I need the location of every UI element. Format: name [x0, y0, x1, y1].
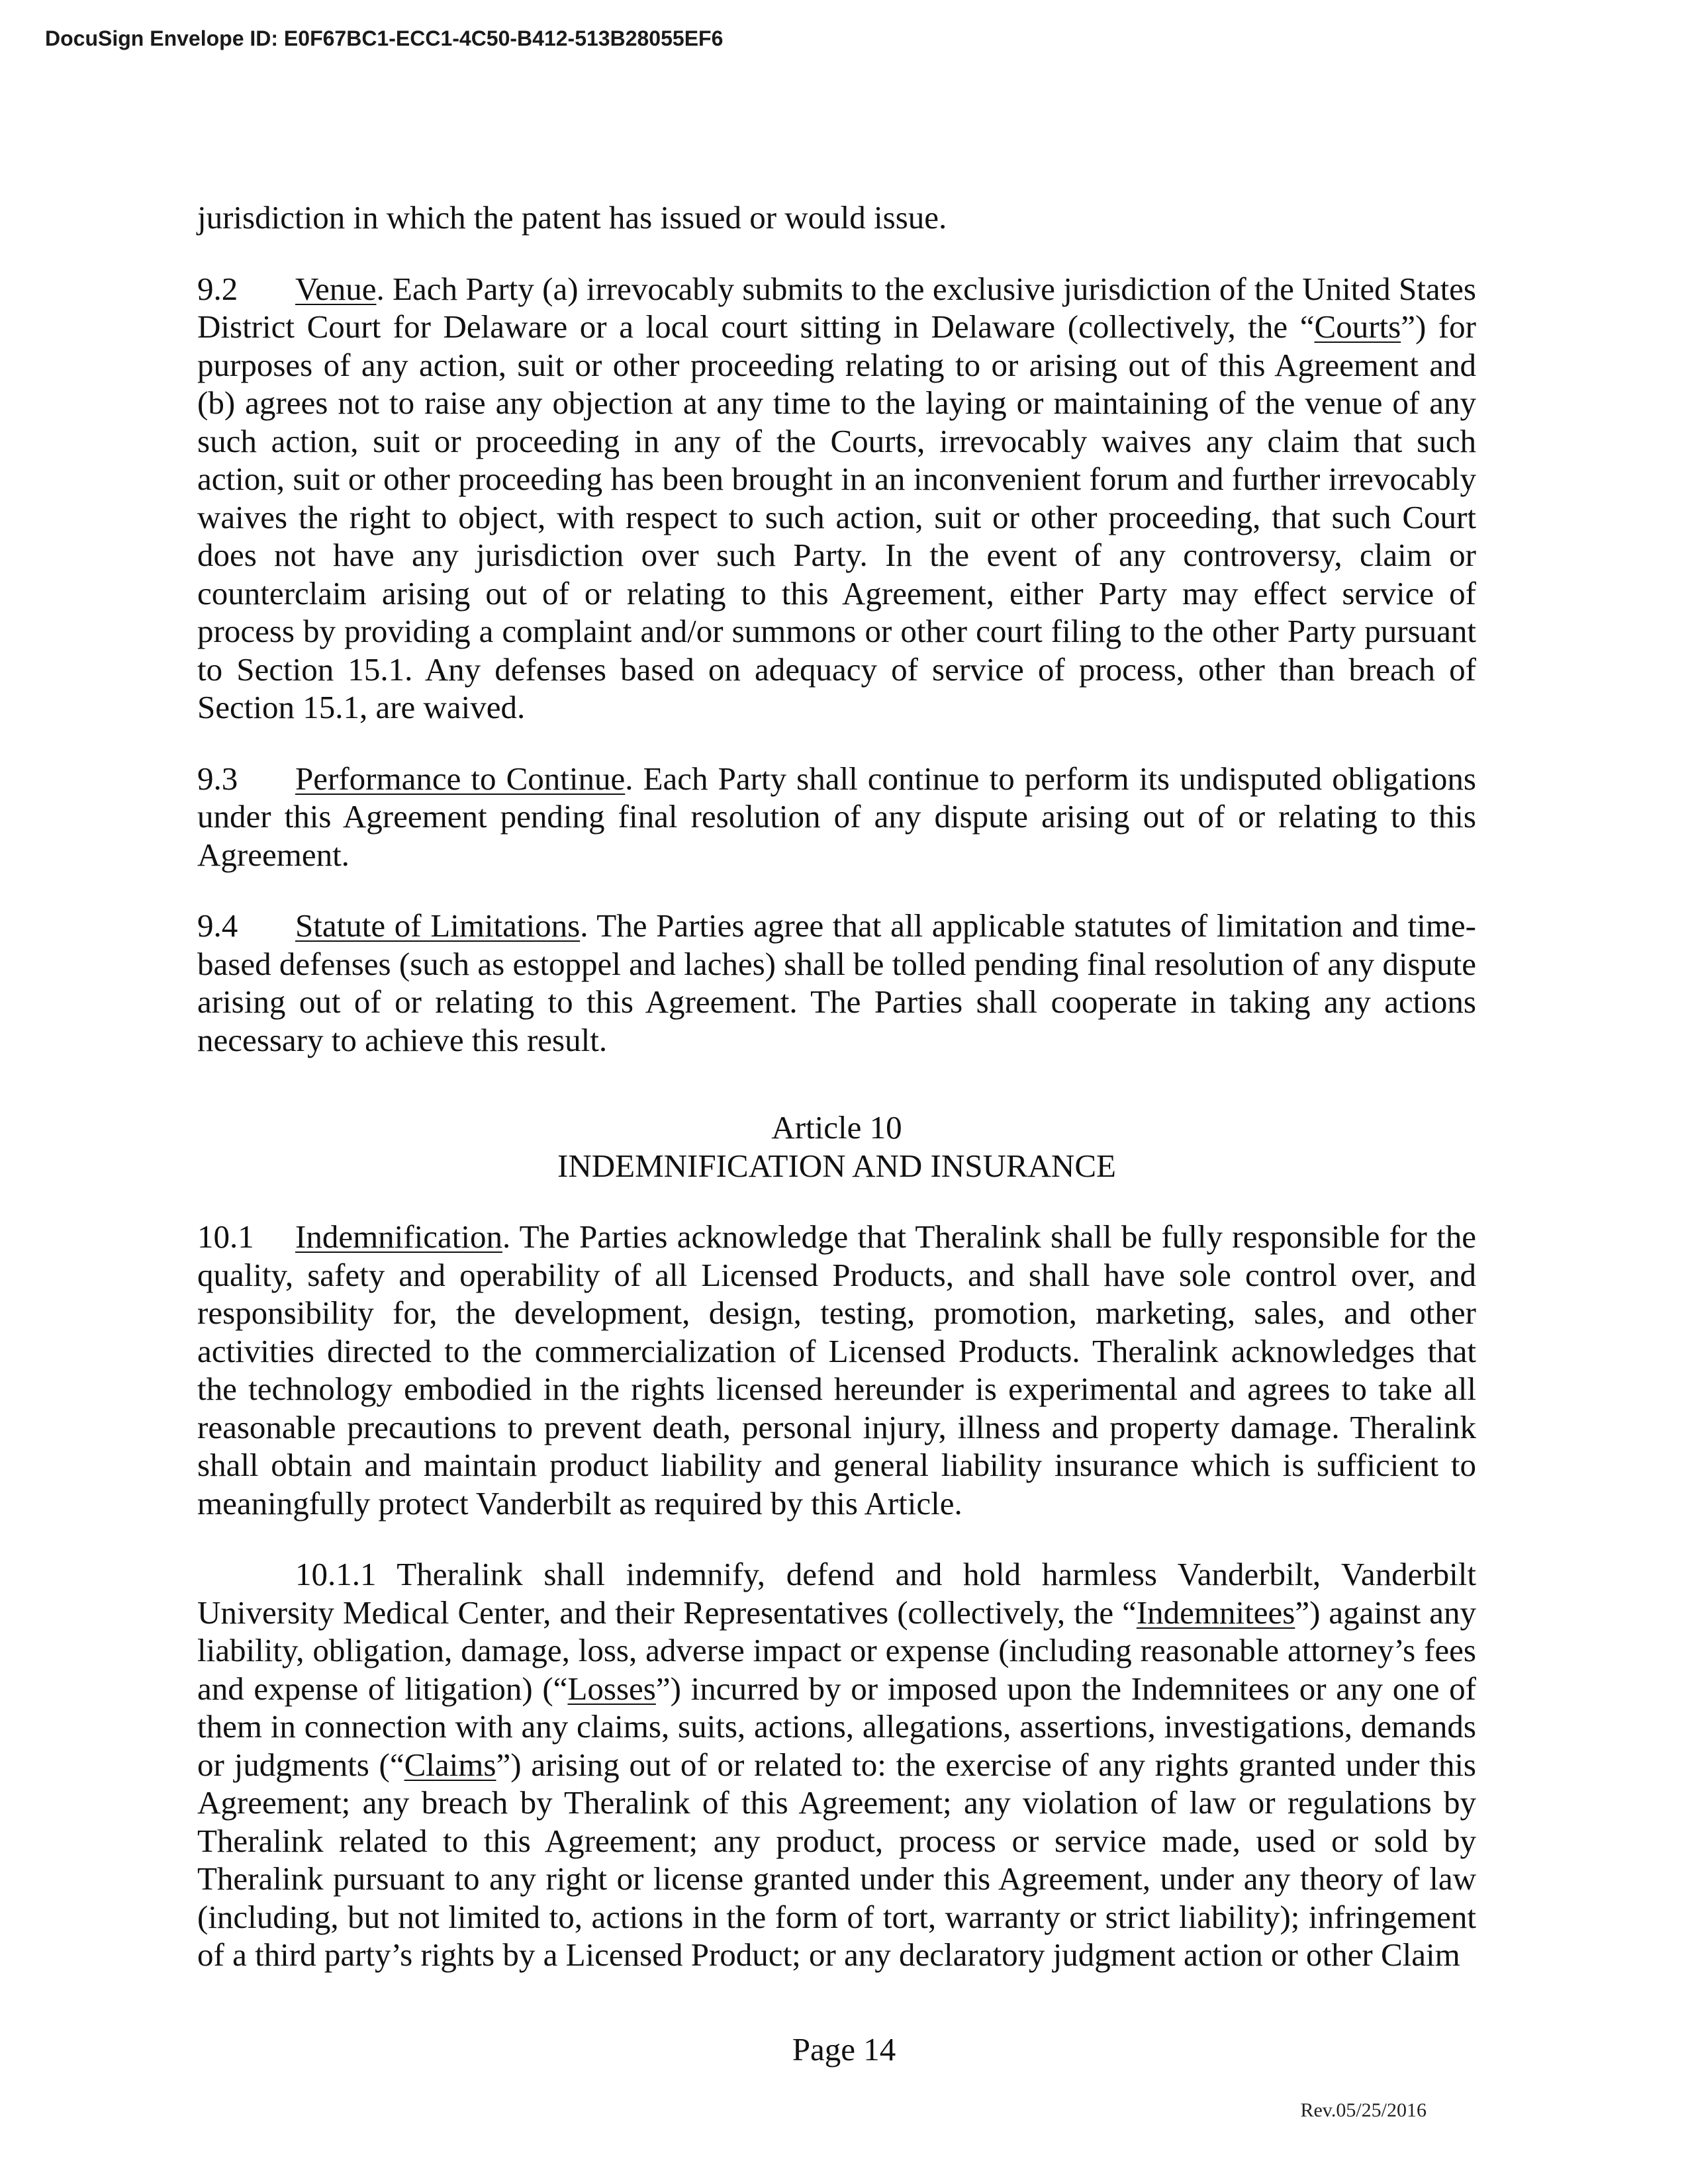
article-title: INDEMNIFICATION AND INSURANCE — [557, 1147, 1116, 1184]
docusign-envelope-id: DocuSign Envelope ID: E0F67BC1-ECC1-4C50-B412-513B28055EF6 — [45, 26, 724, 50]
section-text: ”) against any liability, obligation, damage, loss, adverse impact or expense (including reasonable attorney’s fees and expense of litigation) (“ — [197, 1594, 1476, 1707]
section-text: . Each Party shall continue to perform its undisputed obligations under this Agreement pending final resolution of any dispute arising out of or relating to this Agreement. — [197, 760, 1476, 873]
revision-date: Rev.05/25/2016 — [1300, 2099, 1427, 2121]
section-title: Indemnification — [295, 1218, 502, 1255]
section-10-1-1 — [197, 1555, 1476, 1974]
section-number: 9.4 — [197, 907, 238, 944]
section-text: . The Parties acknowledge that Theralink shall be fully responsible for the quality, safety and operability of all Licensed Products, and shall have sole control over, and responsibility for, the development, design, testing, promotion, marketing, sales, and other activities directed to the commercialization of Licensed Products. Theralink acknowledges that the technology embodied in the rights licensed hereunder is experimental and agrees to take all reasonable precautions to prevent death, personal injury, illness and property damage. Theralink shall obtain and maintain product liability and general liability insurance which is sufficient to meaningfully protect Vanderbilt as required by this Article. — [197, 1218, 1476, 1522]
section-number: 9.2 — [197, 270, 238, 307]
section-text: ”) for purposes of any action, suit or other proceeding relating to or arising out of this Agreement and (b) agrees not to raise any objection at any time to the laying or maintaining of the venue of any such action, suit or proceeding in any of the Courts, irrevocably waives any claim that such action, suit or other proceeding has been brought in an inconvenient forum and further irrevocably waives the right to object, with respect to such action, suit or other proceeding, that such Court does not have any jurisdiction over such Party. In the event of any controversy, claim or counterclaim arising out of or relating to this Agreement, either Party may effect service of process by providing a complaint and/or summons or other court filing to the other Party pursuant to Section 15.1. Any defenses based on adequacy of service of process, other than breach of Section 15.1, are waived. — [197, 308, 1476, 725]
section-9-4 — [197, 907, 1476, 1059]
section-10-1 — [197, 1218, 1476, 1522]
section-9-3 — [197, 760, 1476, 874]
section-text: . Each Party (a) irrevocably submits to the exclusive jurisdiction of the United States District Court for Delaware or a local court sitting in Delaware (collectively, the “ — [197, 270, 1476, 345]
page-number: Page 14 — [792, 2031, 896, 2068]
continuation-paragraph: jurisdiction in which the patent has issued or would issue. — [197, 199, 947, 236]
section-text: . The Parties agree that all applicable statutes of limitation and time-based defenses (such as estoppel and laches) shall be tolled pending final resolution of any dispute arising out of or relating to this Agreement. The Parties shall cooperate in taking any actions necessary to achieve this result. — [197, 907, 1476, 1058]
section-number: 9.3 — [197, 760, 238, 797]
section-text: ”) incurred by or imposed upon the Indemnitees or any one of them in connection with any claims, suits, actions, allegations, assertions, investigations, demands or judgments (“ — [197, 1670, 1476, 1783]
section-9-2 — [197, 270, 1476, 727]
article-heading — [197, 1109, 1476, 1185]
document-body — [197, 199, 1476, 2007]
section-text: 10.1.1 Theralink shall indemnify, defend and hold harmless Vanderbilt, Vanderbilt University Medical Center, and their Representatives (collectively, the “ — [197, 1556, 1476, 1631]
section-text: ”) arising out of or related to: the exercise of any rights granted under this Agreement; any breach by Theralink of this Agreement; any violation of law or regulations by Theralink related to this Agreement; any product, process or service made, used or sold by Theralink pursuant to any right or license granted under this Agreement, under any theory of law (including, but not limited to, actions in the form of tort, warranty or strict liability); infringement of a third party’s rights by a Licensed Product; or any declaratory judgment action or other Claim — [197, 1746, 1476, 1973]
defined-term: Losses — [567, 1670, 656, 1707]
defined-term: Claims — [404, 1746, 496, 1783]
section-title: Performance to Continue — [295, 760, 626, 797]
article-number: Article 10 — [771, 1109, 902, 1146]
section-title: Venue — [295, 270, 377, 307]
section-number: 10.1 — [197, 1218, 254, 1255]
defined-term: Indemnitees — [1136, 1594, 1295, 1631]
section-title: Statute of Limitations — [295, 907, 581, 944]
defined-term: Courts — [1314, 308, 1401, 345]
